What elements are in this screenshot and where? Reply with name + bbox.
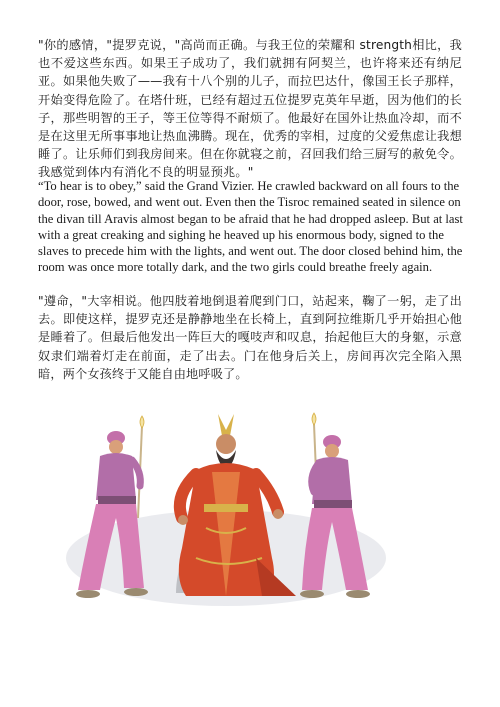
right-candle-flame: [312, 413, 316, 425]
tisroc-crown: [218, 414, 234, 436]
left-candle-flame: [140, 416, 144, 428]
tisroc-and-slaves-illustration: [56, 408, 394, 606]
paragraph-chinese-tisroc-speech: "你的感情，"提罗克说，"高尚而正确。与我王位的荣耀和 strength相比，我也不爱这些东西。如果王子成功了，我们就拥有阿契兰，也许将来还有纳尼亚。如果他失败了——我有十八个别的儿子，而拉巴达什，像国王长子那样，开始变得危险了。在塔什班，已经有超过五位提罗克英年早逝，因为他们的长子，那些明智的王子，等王位等得不耐烦了。他最好在国外让热血冷却，而不是在这里无所事事地让热血沸腾。现在，优秀的宰相，过度的父爱焦虑让我想睡了。让乐师们到我房间来。但在你就寝之前，召回我们给三厨写的赦免令。我感觉到体内有消化不良的明显预兆。": [38, 38, 462, 180]
paragraph-english-vizier-leaves: “To hear is to obey,” said the Grand Vizier. He crawled backward on all fours to the door, rose, bowed, and went out. Even then the Tisroc remained seated in silence on the divan till Aravis almost began to be afraid that he had dropped asleep. But at last with a great creaking and sighing he heaved up his enormous body, signed to the slaves to precede him with the lights, and went out. The door closed behind him, the room was once more totally dark, and the two girls could breathe freely again.: [38, 179, 463, 275]
paragraph-chinese-vizier-leaves: "遵命，"大宰相说。他四肢着地倒退着爬到门口，站起来，鞠了一躬，走了出去。即使这样，提罗克还是静静地坐在长椅上，直到阿拉维斯几乎开始担心他是睡着了。但最后他发出一阵巨大的嘎吱声和叹息，抬起他巨大的身躯，示意奴隶们端着灯走在前面，走了出去。门在他身后关上，房间再次完全陷入黑暗，两个女孩终于又能自由地呼吸了。: [38, 294, 462, 381]
